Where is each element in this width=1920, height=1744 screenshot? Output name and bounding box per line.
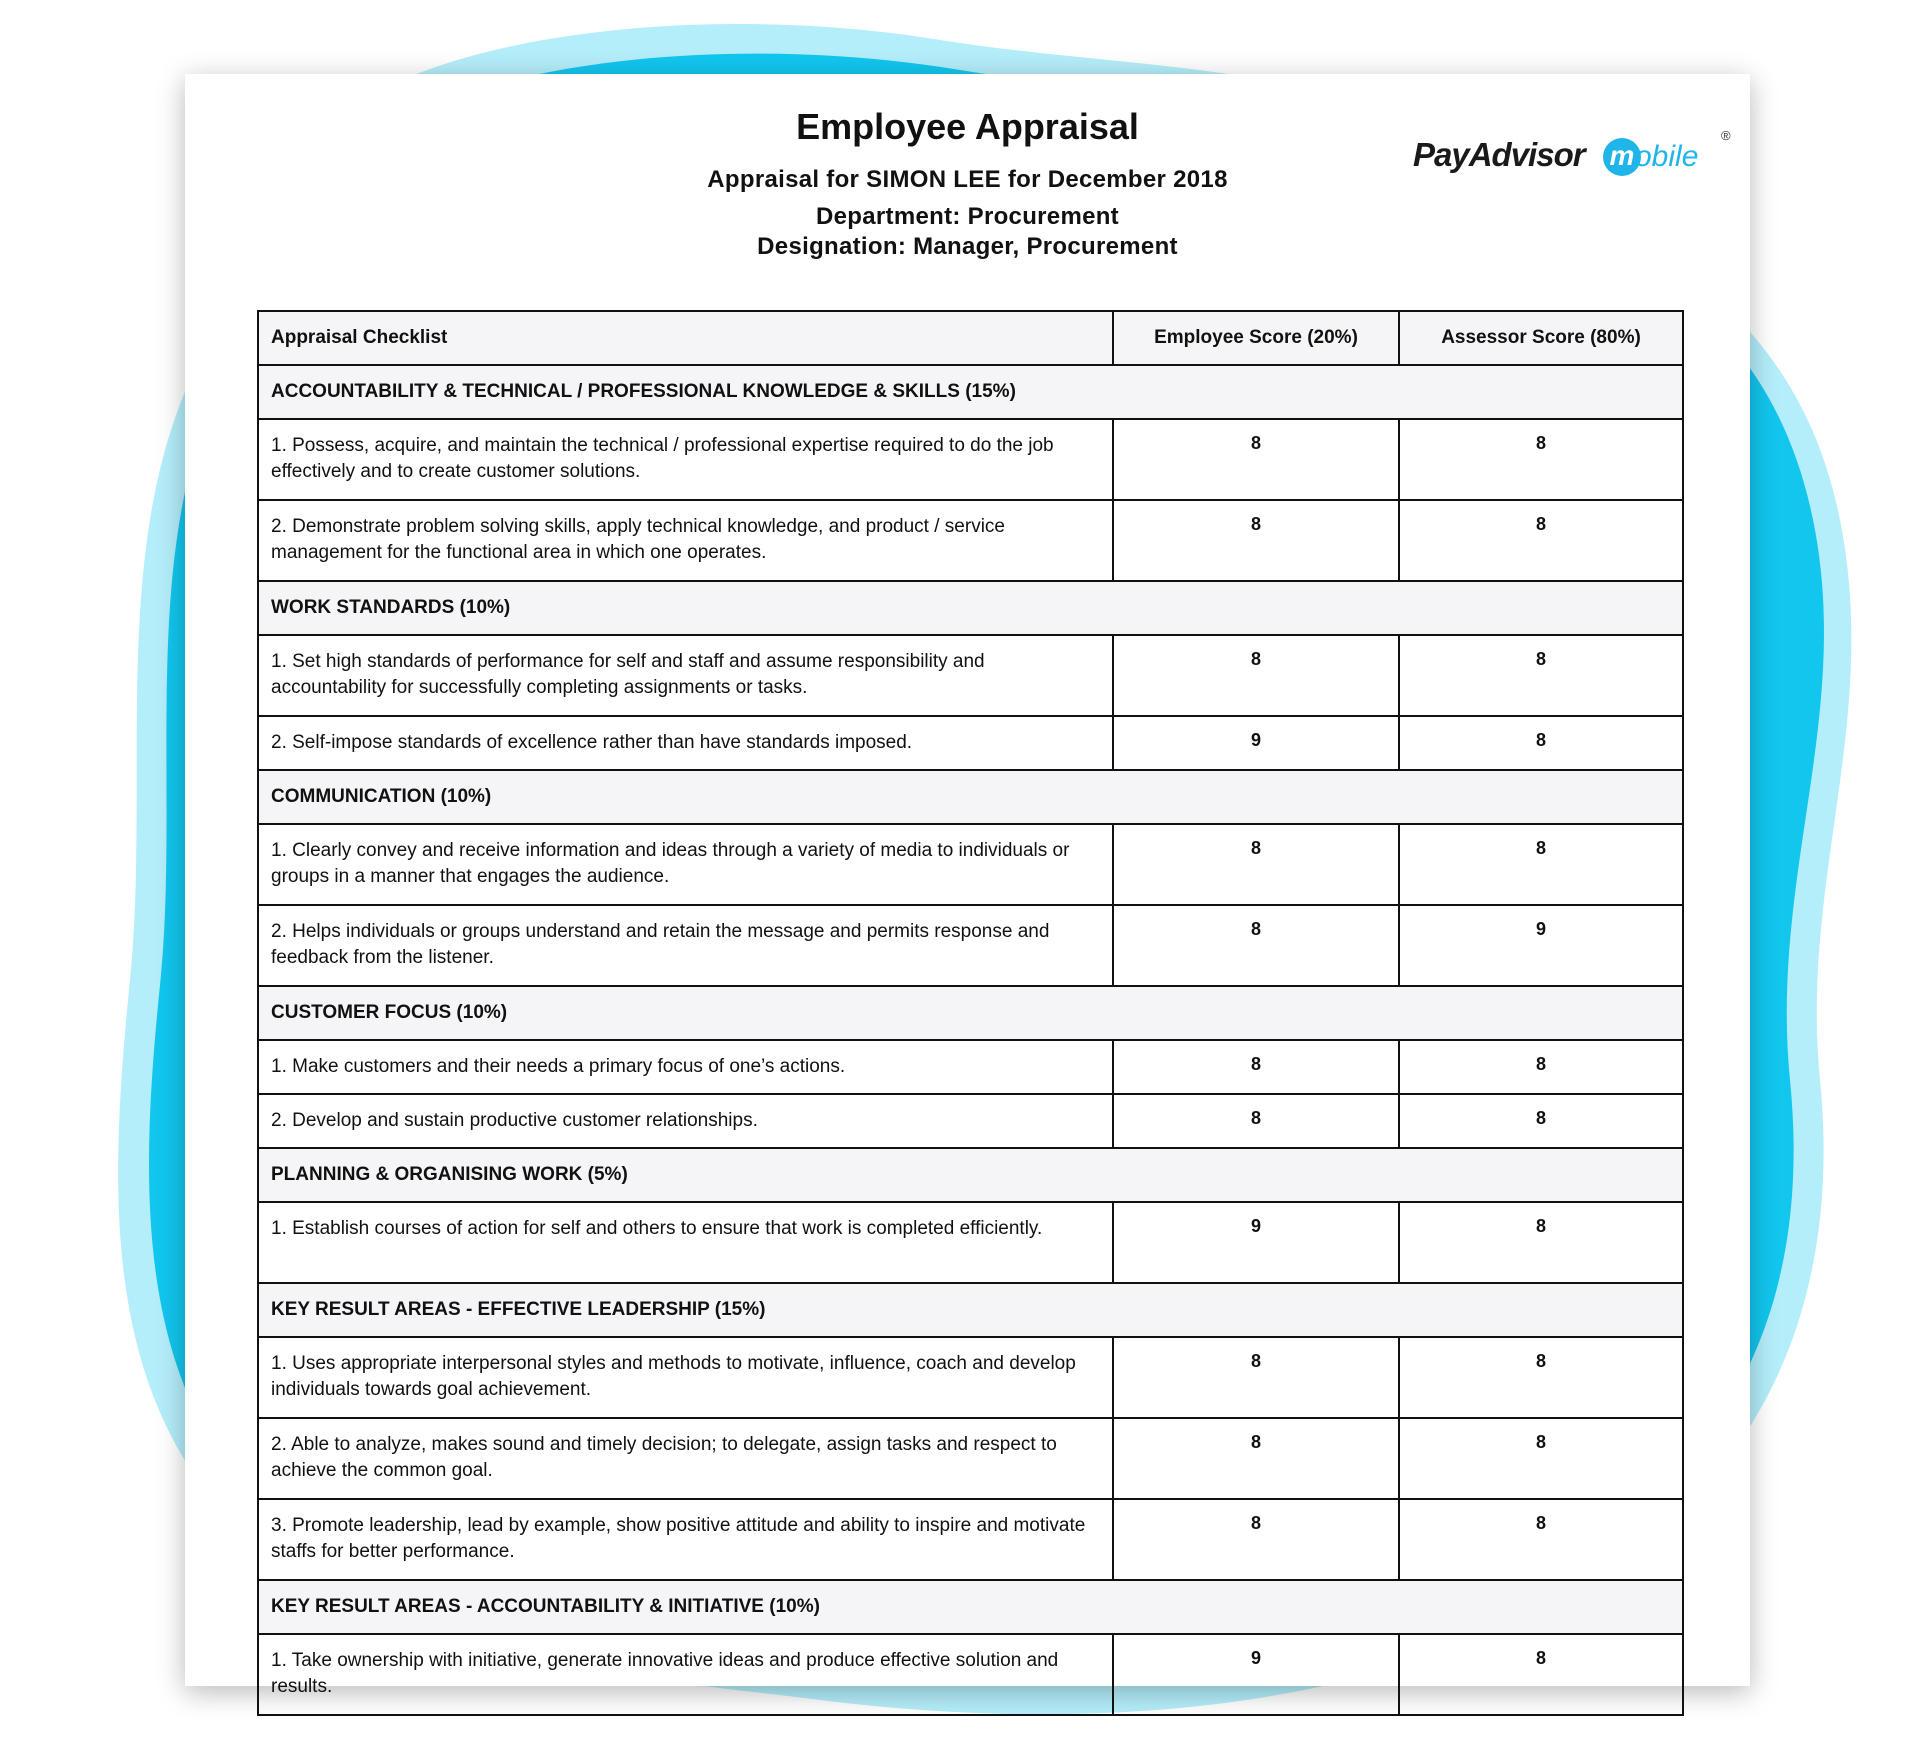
section-row <box>258 1283 1683 1337</box>
assessor-score: 8 <box>1399 1040 1683 1094</box>
header-assessor-score: Assessor Score (80%) <box>1399 311 1683 365</box>
criterion-description: 1. Clearly convey and receive information and ideas through a variety of media to individuals or groups in a manner that engages the audience. <box>258 824 1113 905</box>
table-row <box>258 635 1683 716</box>
employee-score: 9 <box>1113 1202 1399 1283</box>
designation-line: Designation: Manager, Procurement <box>757 233 1178 260</box>
department-line: Department: Procurement <box>816 203 1119 230</box>
assessor-score: 8 <box>1399 1634 1683 1715</box>
table-row <box>258 1040 1683 1094</box>
logo-wordmark: PayAdvisor <box>1413 136 1585 173</box>
table-header-row <box>258 311 1683 365</box>
employee-score: 8 <box>1113 635 1399 716</box>
assessor-score: 8 <box>1399 1499 1683 1580</box>
document-title: Employee Appraisal <box>796 106 1139 147</box>
appraisal-table <box>257 310 1684 1716</box>
section-row <box>258 581 1683 635</box>
assessor-score: 8 <box>1399 824 1683 905</box>
criterion-description: 2. Demonstrate problem solving skills, apply technical knowledge, and product / service management for the functional area in which one operates. <box>258 500 1113 581</box>
employee-score: 8 <box>1113 905 1399 986</box>
section-title: KEY RESULT AREAS - ACCOUNTABILITY & INITIATIVE (10%) <box>258 1580 1683 1634</box>
employee-score: 8 <box>1113 419 1399 500</box>
table-row <box>258 1094 1683 1148</box>
table-row <box>258 905 1683 986</box>
section-title: ACCOUNTABILITY & TECHNICAL / PROFESSIONAL KNOWLEDGE & SKILLS (15%) <box>258 365 1683 419</box>
assessor-score: 8 <box>1399 1418 1683 1499</box>
table-row <box>258 500 1683 581</box>
section-title: COMMUNICATION (10%) <box>258 770 1683 824</box>
employee-score: 9 <box>1113 1634 1399 1715</box>
criterion-description: 1. Take ownership with initiative, generate innovative ideas and produce effective solution and results. <box>258 1634 1113 1715</box>
section-title: WORK STANDARDS (10%) <box>258 581 1683 635</box>
criterion-description: 2. Helps individuals or groups understand and retain the message and permits response and feedback from the listener. <box>258 905 1113 986</box>
employee-score: 8 <box>1113 1418 1399 1499</box>
section-title: CUSTOMER FOCUS (10%) <box>258 986 1683 1040</box>
payadvisor-logo <box>1413 128 1733 188</box>
appraisal-document <box>185 74 1750 1697</box>
appraisal-subtitle: Appraisal for SIMON LEE for December 2018 <box>707 166 1228 193</box>
table-row <box>258 716 1683 770</box>
criterion-description: 3. Promote leadership, lead by example, show positive attitude and ability to inspire and motivate staffs for better performance. <box>258 1499 1113 1580</box>
table-row <box>258 1499 1683 1580</box>
assessor-score: 8 <box>1399 716 1683 770</box>
employee-score: 8 <box>1113 500 1399 581</box>
assessor-score: 8 <box>1399 1094 1683 1148</box>
table-row <box>258 1202 1683 1283</box>
criterion-description: 2. Self-impose standards of excellence rather than have standards imposed. <box>258 716 1113 770</box>
employee-score: 8 <box>1113 1040 1399 1094</box>
assessor-score: 8 <box>1399 419 1683 500</box>
criterion-description: 2. Develop and sustain productive customer relationships. <box>258 1094 1113 1148</box>
section-row <box>258 1148 1683 1202</box>
logo-mobile-text: obile <box>1635 140 1699 173</box>
section-row <box>258 986 1683 1040</box>
section-row <box>258 770 1683 824</box>
criterion-description: 2. Able to analyze, makes sound and timely decision; to delegate, assign tasks and respect to achieve the common goal. <box>258 1418 1113 1499</box>
assessor-score: 8 <box>1399 635 1683 716</box>
section-row <box>258 1580 1683 1634</box>
table-row <box>258 1634 1683 1715</box>
header-employee-score: Employee Score (20%) <box>1113 311 1399 365</box>
table-row <box>258 1337 1683 1418</box>
employee-score: 8 <box>1113 1337 1399 1418</box>
table-row <box>258 1418 1683 1499</box>
employee-score: 8 <box>1113 1094 1399 1148</box>
criterion-description: 1. Establish courses of action for self and others to ensure that work is completed efficiently. <box>258 1202 1113 1283</box>
criterion-description: 1. Uses appropriate interpersonal styles and methods to motivate, influence, coach and develop individuals towards goal achievement. <box>258 1337 1113 1418</box>
employee-score: 9 <box>1113 716 1399 770</box>
employee-score: 8 <box>1113 824 1399 905</box>
section-title: PLANNING & ORGANISING WORK (5%) <box>258 1148 1683 1202</box>
criterion-description: 1. Set high standards of performance for self and staff and assume responsibility and accountability for successfully completing assignments or tasks. <box>258 635 1113 716</box>
section-row <box>258 365 1683 419</box>
logo-m-circle-icon: m <box>1603 138 1641 176</box>
criterion-description: 1. Possess, acquire, and maintain the technical / professional expertise required to do the job effectively and to create customer solutions. <box>258 419 1113 500</box>
assessor-score: 8 <box>1399 500 1683 581</box>
employee-score: 8 <box>1113 1499 1399 1580</box>
assessor-score: 9 <box>1399 905 1683 986</box>
assessor-score: 8 <box>1399 1202 1683 1283</box>
header-appraisal-checklist: Appraisal Checklist <box>258 311 1113 365</box>
table-body <box>258 365 1683 1715</box>
criterion-description: 1. Make customers and their needs a primary focus of one’s actions. <box>258 1040 1113 1094</box>
table-row <box>258 824 1683 905</box>
table-row <box>258 419 1683 500</box>
registered-mark: ® <box>1721 128 1731 143</box>
section-title: KEY RESULT AREAS - EFFECTIVE LEADERSHIP (15%) <box>258 1283 1683 1337</box>
assessor-score: 8 <box>1399 1337 1683 1418</box>
